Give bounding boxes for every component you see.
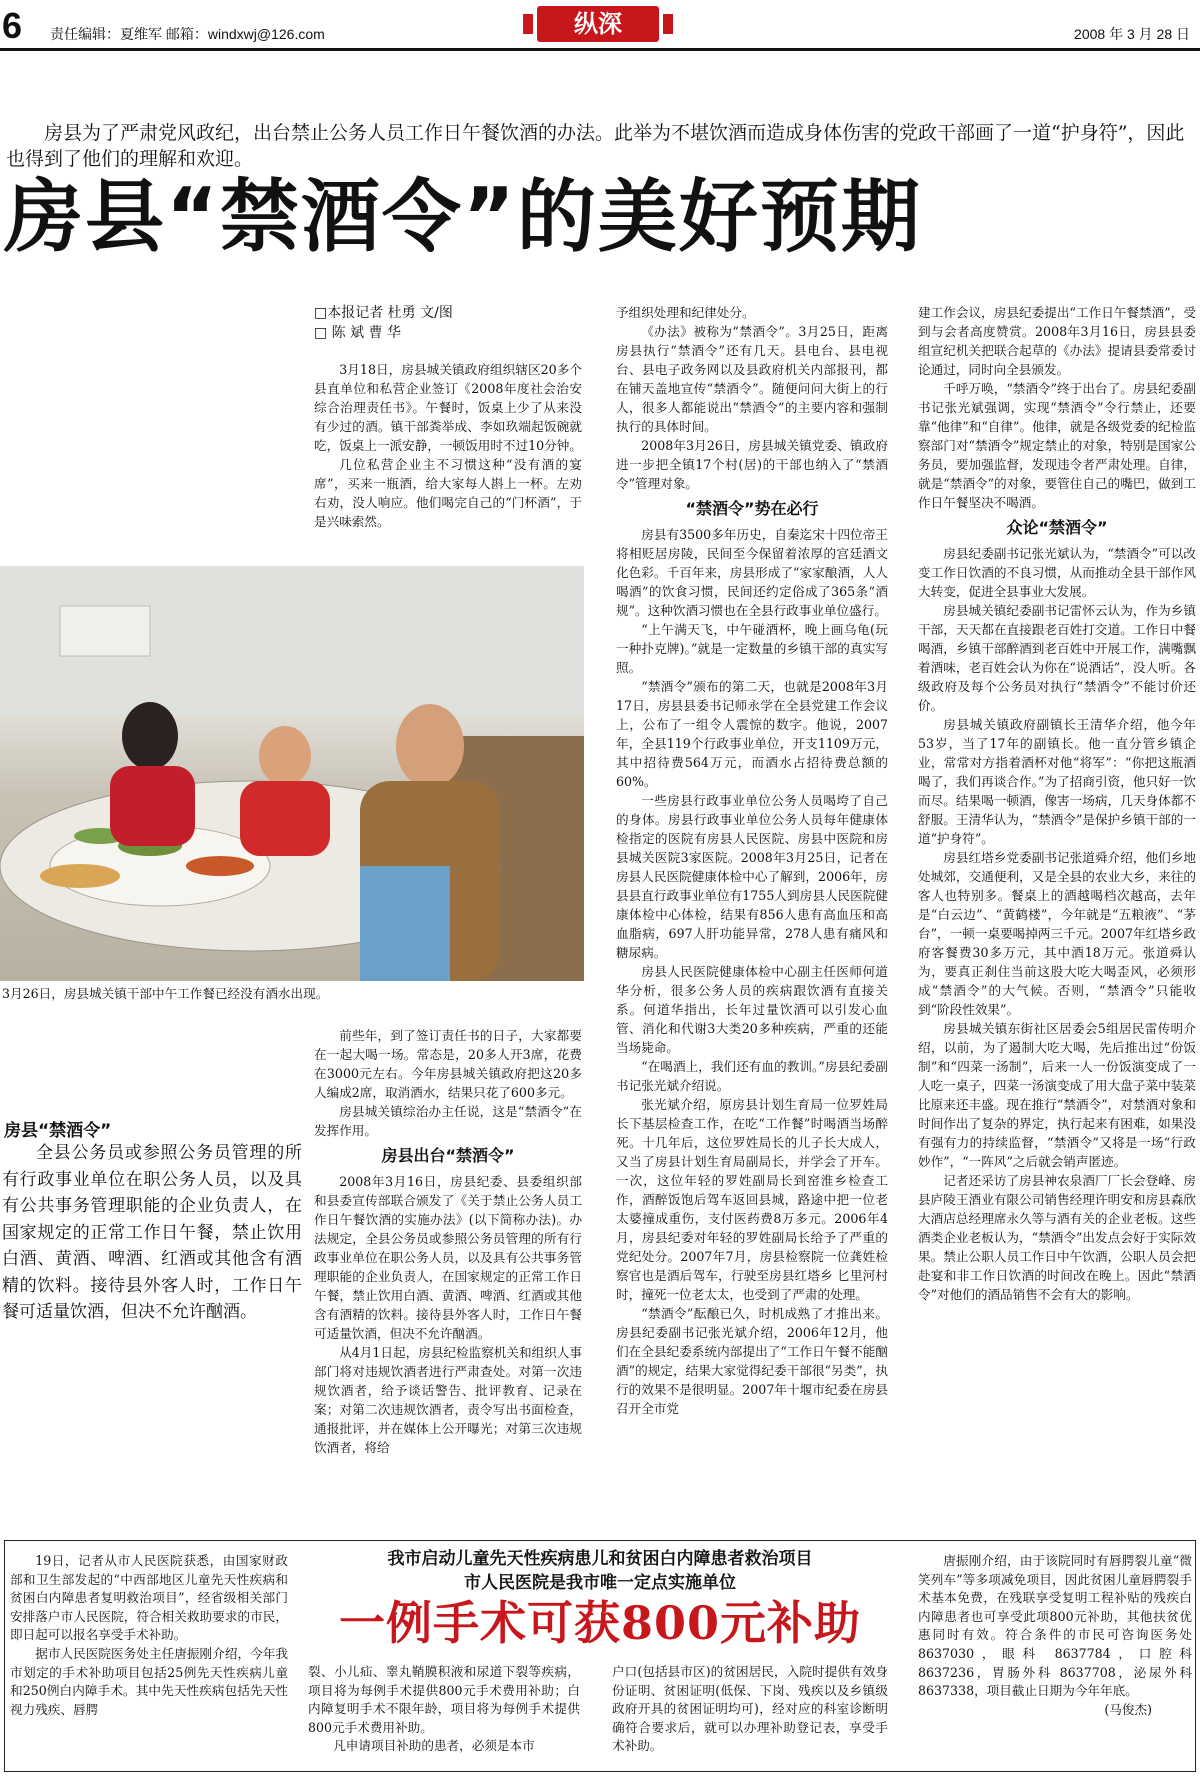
subhead-issue: 房县出台“禁酒令” xyxy=(381,1146,515,1165)
chair-cover xyxy=(360,866,450,981)
window xyxy=(60,606,150,656)
page-number: 6 xyxy=(2,5,23,46)
paragraph: 几位私营企业主不习惯这种“没有酒的宴席”，买来一瓶酒，给大家每人斟上一杯。左劝右劝，没人响应。他们喝完自己的“门杯酒”，于是兴味索然。 xyxy=(314,457,582,529)
bottom-col1 xyxy=(10,1552,288,1719)
person-face xyxy=(259,726,311,786)
paragraph: 户口(包括县市区)的贫困居民，入院时提供有效身份证明、贫困证明(低保、下岗、残疾以及乡镇级政府开具的贫困证明均可)，经对应的科室诊断明确符合要求后，就可以办理补助登记表，享受手术补助。 xyxy=(612,1664,888,1754)
paragraph: 房县有3500多年历史，自秦迄宋十四位帝王将相贬居房陵，民间至今保留着浓厚的宫廷酒文化色彩。千百年来，房县形成了“家家酿酒，人人喝酒”的饮食习惯，民间还约定俗成了365条“酒规”。这种饮酒习惯也在全县行政事业单位盛行。 xyxy=(616,527,888,618)
paragraph: 据市人民医院医务处主任唐振刚介绍，今年我市划定的手术补助项目包括25例先天性疾病儿童和250例白内障手术。其中先天性疾病包括先天性视力残疾、唇腭 xyxy=(10,1645,288,1717)
photo-illustration xyxy=(0,566,584,981)
paragraph: 房县城关镇政府副镇长王清华介绍，他今年53岁，当了17年的副镇长。他一直分管乡镇企业，常常对方指着酒杯对他“将军”：“你把这瓶酒喝了，我们再谈合作。”为了招商引资，他只好一饮而尽。结果喝一顿酒，像害一场病，几天身体都不舒服。王清华认为，“禁酒令”是保护乡镇干部的一道“护身符”。 xyxy=(918,717,1196,846)
paragraph: 一些房县行政事业单位公务人员喝垮了自己的身体。房县行政事业单位公务人员每年健康体检指定的医院有房县人民医院、房县中医院和房县城关医院3家医院。2008年3月25日，记者在房县人民医院健康体检中心了解到，2006年，房县县直行政事业单位有1755人到房县人民医院健康体检中心体检，结果有856人患有高血压和高血脂病，697人肝功能异常，278人患有痛风和糖尿病。 xyxy=(616,793,888,960)
editor-info: 责任编辑：夏维军 邮箱：windxwj@126.com xyxy=(50,26,325,42)
person-face xyxy=(396,704,464,788)
paragraph: 19日，记者从市人民医院获悉，由国家财政部和卫生部发起的“中西部地区儿童先天性疾病和贫困白内障患者复明救治项目”，经省级相关部门安排落户市人民医院，符合相关救助要求的市民，即日起可以报名享受手术补助。 xyxy=(10,1553,288,1643)
paragraph: 凡申请项目补助的患者，必须是本市 xyxy=(333,1738,535,1754)
subhead-opinions: 众论“禁酒令” xyxy=(1006,518,1108,537)
article-col2-bottom xyxy=(314,1026,582,1457)
paragraph: 2008年3月16日，房县纪委、县委组织部和县委宣传部联合颁发了《关于禁止公务人员工作日午餐饮酒的实施办法》(以下简称办法)。办法规定，全县公务员或参照公务员管理的所有行政事业单位在职公务人员，以及具有公共事务管理职能的企业负责人，在国家规定的正常工作日午餐，禁止饮用白酒、黄酒、啤酒、红酒或其他含有酒精的饮料。接待县外客人时，工作日午餐可适量饮酒，但决不允许酗酒。 xyxy=(314,1174,582,1341)
lead-paragraph: 房县为了严肃党风政纪，出台禁止公务人员工作日午餐饮酒的办法。此举为不堪饮酒而造成身体伤害的党政干部画了一道“护身符”，因此也得到了他们的理解和欢迎。 xyxy=(6,122,1185,170)
paragraph: 建工作会议，房县纪委提出“工作日午餐禁酒”，受到与会者高度赞赏。2008年3月16日，房县县委组宣纪机关把联合起草的《办法》提请县委常委讨论通过，同时向全县颁发。 xyxy=(918,305,1196,377)
news-photo xyxy=(0,566,584,981)
paragraph: “上午满天飞，中午碰酒杯，晚上画乌龟(玩一种扑克牌)。”就是一定数量的乡镇干部的真实写照。 xyxy=(616,622,888,675)
byline-line-1: □本报记者 杜勇 文/图 xyxy=(314,305,453,321)
article-col1-top xyxy=(314,360,582,531)
article-col4 xyxy=(918,303,1196,1304)
paragraph: “禁酒令”酝酿已久，时机成熟了才推出来。房县纪委副书记张光斌介绍，2006年12月，他们在全县纪委系统内部提出了“工作日午餐不能酗酒”的规定，结果大家觉得纪委干部很“另类”，执行的效果不是很明显。2007年十堰市纪委在房县召开全市党 xyxy=(616,1306,888,1416)
paragraph: 予组织处理和纪律处分。 xyxy=(616,305,755,320)
person-red-sweater xyxy=(240,781,330,856)
paragraph: 裂、小儿疝、睾丸鞘膜积液和尿道下裂等疾病，项目将为每例手术提供800元手术费用补助；白内障复明手术不限年龄，项目将为每例手术提供800元手术费用补助。 xyxy=(308,1664,580,1735)
paragraph: 从4月1日起，房县纪检监察机关和组织人事部门将对违规饮酒者进行严肃查处。对第一次违规饮酒者，给予谈话警告、批评教育、记录在案；对第二次违规饮酒者，责令写出书面检查，通报批评，并在媒体上公开曝光；对第三次违规饮酒者，将给 xyxy=(314,1345,582,1455)
sidebar-text: 全县公务员或参照公务员管理的所有行政事业单位在职公务人员，以及具有公共事务管理职能的企业负责人，在国家规定的正常工作日午餐，禁止饮用白酒、黄酒、啤酒、红酒或其他含有酒精的饮料。接待县外客人时，工作日午餐可适量饮酒，但决不允许酗酒。 xyxy=(2,1143,302,1322)
paragraph: 唐振刚介绍，由于该院同时有唇腭裂儿童“微笑列车”等多项减免项目，因此贫困儿童唇腭裂手术基本免费，在残联享受复明工程补贴的残疾白内障患者也可享受此项800元补助，其他扶贫优惠同时有效。符合条件的市民可咨询医务处8637030，眼科 8637784，口腔科 8637236，胃肠外科 8637708，泌尿外科8637338，项目截止日期为今年年底。 xyxy=(918,1553,1192,1699)
paragraph: 张光斌介绍，原房县计划生育局一位罗姓局长下基层检查工作，在吃“工作餐”时喝酒当场醉死。十几年后，这位罗姓局长的儿子长大成人，又当了房县计划生育局副局长，并学会了开车。一次，这位年轻的罗姓副局长到窑淮乡检查工作，酒醉饭饱后驾车返回县城，路途中把一位老太婆撞成重伤，支付医药费8万多元。2006年4月，房县纪委对年轻的罗姓副局长给予了严重的党纪处分。2007年7月，房县检察院一位龚姓检察官也是酒后驾车，行驶至房县红塔乡 匕里河村时，撞死一位老太太，也受到了严肃的处理。 xyxy=(616,1097,888,1302)
paragraph: 房县城关镇东街社区居委会5组居民雷传明介绍，以前，为了遏制大吃大喝，先后推出过“份饭制”和“四菜一汤制”，后来一人一份饭演变成了一人吃一桌子，四菜一汤演变成了用大盘子菜中装菜比原来还丰盛。现在推行“禁酒令”，对禁酒对象和时间作出了复杂的界定，执行起来有困难，如果没有强有力的持续监督，“禁酒令”又将是一场“行政妙作”，“一阵风”之后就会销声匿迹。 xyxy=(918,1021,1196,1169)
person-red-jacket xyxy=(110,766,195,846)
bottom-headline: 一例手术可获800元补助 xyxy=(338,1596,862,1650)
paragraph: “在喝酒上，我们还有血的教训。”房县纪委副书记张光斌介绍说。 xyxy=(616,1059,888,1093)
photo-caption: 3月26日，房县城关镇干部中午工作餐已经没有酒水出现。 xyxy=(2,986,329,1001)
paragraph: 3月18日，房县城关镇政府组织辖区20多个县直单位和私营企业签订《2008年度社会治安综合治理责任书》。午餐时，饭桌上少了从来没有少过的酒。镇干部粪举成、李如玖端起饭碗就吃，饭桌上一派安静，一顿饭用时不过10分钟。 xyxy=(314,362,582,453)
paragraph: 前些年，到了签订责任书的日子，大家都要在一起大喝一场。常态是，20多人开3席，花费在3000元左右。今年房县城关镇政府把这20多人编成2席，取消酒水，结果只花了600多元。 xyxy=(314,1028,582,1100)
subhead-necessity: “禁酒令”势在必行 xyxy=(685,499,819,518)
bottom-kicker xyxy=(300,1547,900,1595)
headline: 房县“禁酒令”的美好预期 xyxy=(4,171,922,263)
issue-date: 2008 年 3 月 28 日 xyxy=(1074,26,1190,42)
paragraph: 房县城关镇纪委副书记雷怀云认为，作为乡镇干部，天天都在直接跟老百姓打交道。工作日中餐喝酒，乡镇干部醉酒到老百姓中开展工作，满嘴飘着酒味，老百姓会认为你在“说酒话”，没人听。各级政府及每个公务员对执行“禁酒令”不能讨价还价。 xyxy=(918,603,1196,713)
paragraph: 房县人民医院健康体检中心副主任医师何道华分析，很多公务人员的疾病跟饮酒有直接关系。何道华指出，长年过量饮酒可以引发心血管、消化和代谢3大类20多种疾病，严重的还能当场毙命。 xyxy=(616,964,888,1055)
paragraph: 房县纪委副书记张光斌认为，“禁酒令”可以改变工作日饮酒的不良习惯，从而推动全县干部作风大转变，促进全县事业大发展。 xyxy=(918,546,1196,599)
bottom-col2 xyxy=(308,1663,580,1756)
paragraph: “禁酒令”颁布的第二天，也就是2008年3月17日，房县县委书记师永学在全县党建工作会议上，公布了一组令人震惊的数字。他说，2007年，全县119个行政事业单位，开支1109万元，其中招待费564万元，而酒水占招待费总额的60%。 xyxy=(616,679,888,789)
paragraph: 《办法》被称为“禁酒令”。3月25日，距离房县执行“禁酒令”还有几天。县电台、县电视台、县电子政务网以及县政府机关内部报刊，都在铺天盖地宣传“禁酒令”。随便问问大街上的行人，很多人都能说出“禁酒令”的主要内容和强制执行的具体时间。 xyxy=(616,324,888,434)
paragraph: 千呼万唤，“禁酒令”终于出台了。房县纪委副书记张光斌强调，实现“禁酒令”令行禁止，还要靠“他律”和“自律”。他律，就是各级党委的纪检监察部门对“禁酒令”规定禁止的对象，特别是国家公务员，要加强监督，发现违令者严肃处理。自律，就是“禁酒令”的对象，要管住自己的嘴巴，做到工作日午餐坚决不喝酒。 xyxy=(918,381,1196,510)
byline xyxy=(314,303,453,343)
paragraph: 记者还采访了房县神农泉酒厂厂长会登峰、房县庐陵王酒业有限公司销售经理许明安和房县森欣大酒店总经理席永久等与酒有关的企业老板。这些酒类企业老板认为，“禁酒令”出发点会好于实际效果。禁止公职人员工作日中午饮酒，公职人员会把赴宴和非工作日饮酒的时间改在晚上。因此“禁酒令”对他们的酒品销售不会有大的影响。 xyxy=(918,1173,1196,1302)
sidebar-title: 房县“禁酒令” xyxy=(4,1121,112,1141)
bottom-author: (马俊杰) xyxy=(1104,1701,1152,1717)
byline-line-2: □ 陈 斌 曹 华 xyxy=(314,325,402,341)
bottom-col4 xyxy=(918,1552,1192,1719)
header-rule xyxy=(0,48,1200,51)
bottom-kicker-line-2: 市人民医院是我市唯一定点实施单位 xyxy=(464,1573,736,1593)
paragraph: 2008年3月26日，房县城关镇党委、镇政府进一步把全镇17个村(居)的干部也纳入了“禁酒令”管理对象。 xyxy=(616,438,888,491)
article-col3 xyxy=(616,303,888,1418)
person-hair xyxy=(122,702,178,770)
dish xyxy=(186,856,254,876)
paragraph: 房县城关镇综治办主任说，这是“禁酒令”在发挥作用。 xyxy=(314,1104,582,1138)
bottom-col3 xyxy=(612,1663,888,1756)
bottom-kicker-line-1: 我市启动儿童先天性疾病患儿和贫困白内障患者救治项目 xyxy=(387,1549,813,1569)
paragraph: 房县红塔乡党委副书记张道舜介绍，他们乡地处城郊，交通便利，又是全县的农业大乡，来往的客人也特别多。餐桌上的酒越喝档次越高，去年是“白云边”、“黄鹤楼”，今年就是“五粮液”、“茅台”，一顿一桌要喝掉两三千元。2007年红塔乡政府客餐费30多万元，其中酒18万元。张道舜认为，要真正刹住当前这股大吃大喝歪风，必须形成“禁酒令”的大气候。否则，“禁酒令”只能收到“阶段性效果”。 xyxy=(918,850,1196,1017)
dish xyxy=(40,864,120,888)
section-badge: 纵深 xyxy=(537,6,659,42)
